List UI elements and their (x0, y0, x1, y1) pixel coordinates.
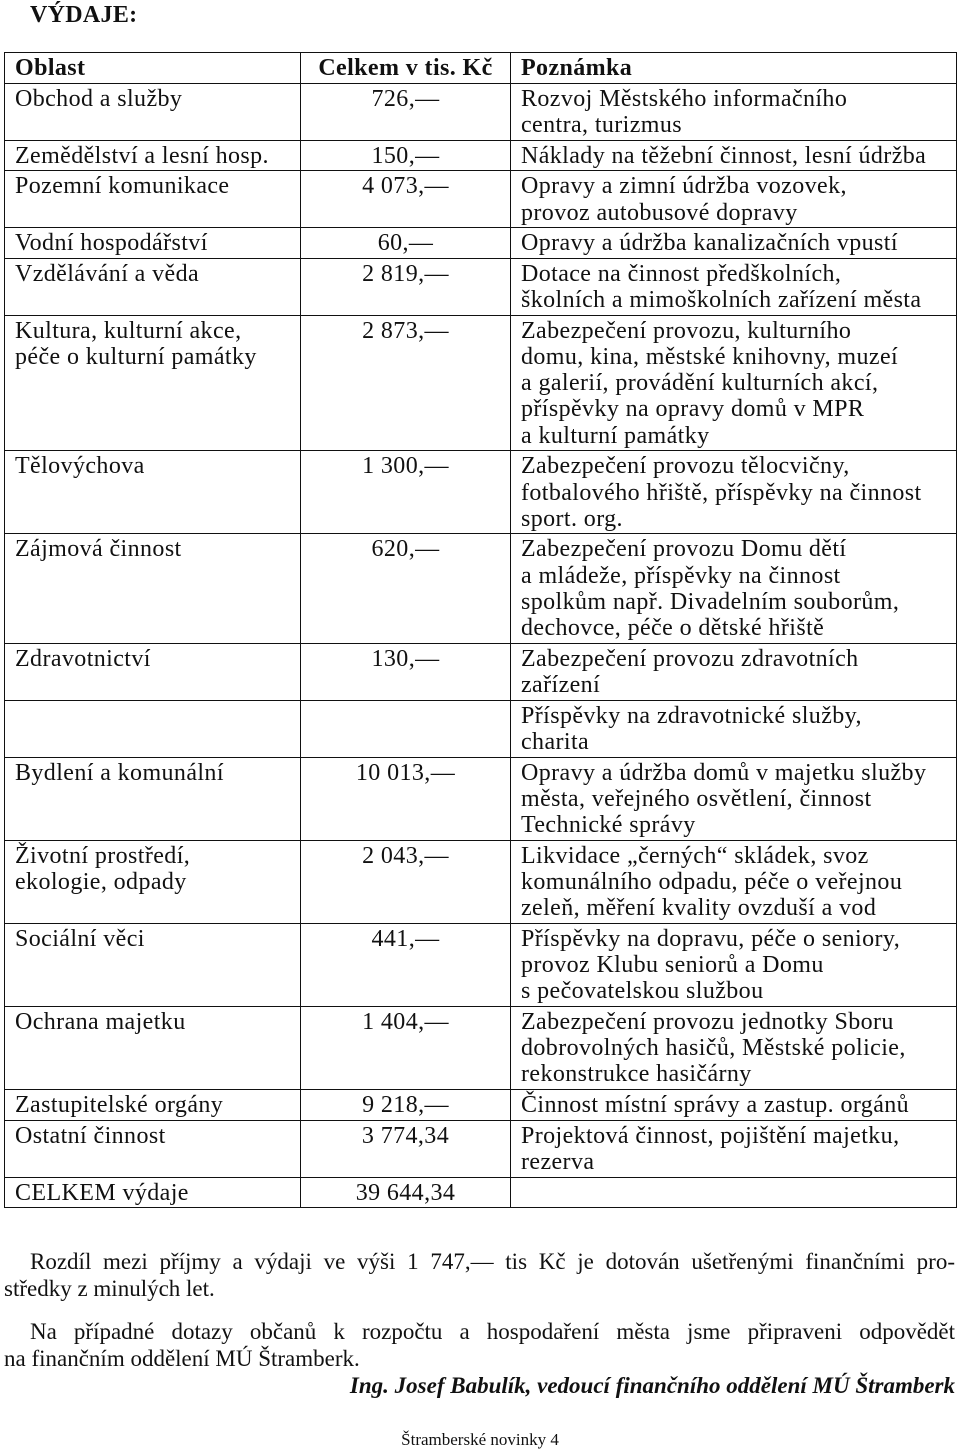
table-row (5, 757, 957, 840)
amount-cell: 620,— (301, 534, 511, 643)
table-row (5, 451, 957, 534)
section-title: VÝDAJE: (30, 2, 138, 28)
expenditure-table (4, 52, 957, 1208)
table-row (5, 700, 957, 757)
note-line: na finančním oddělení MÚ Štramberk. (4, 1345, 360, 1371)
amount-cell: 726,— (301, 83, 511, 140)
balance-note (4, 1249, 955, 1302)
note-cell: Zabezpečení provozu jednotky Sboru dobrovolných hasičů, Městské policie, rekonstrukce hasičárny (511, 1006, 957, 1089)
table-row (5, 643, 957, 700)
note-cell-empty (511, 1177, 957, 1208)
area-cell: Vodní hospodářství (5, 228, 301, 259)
note-cell: Činnost místní správy a zastup. orgánů (511, 1090, 957, 1121)
area-cell: Pozemní komunikace (5, 171, 301, 228)
amount-cell-empty (301, 700, 511, 757)
area-cell: Zájmová činnost (5, 534, 301, 643)
total-row (5, 1177, 957, 1208)
page-footer: Štramberské novinky 4 (401, 1430, 559, 1449)
amount-cell: 130,— (301, 643, 511, 700)
area-cell: Sociální věci (5, 923, 301, 1006)
note-cell: Zabezpečení provozu Domu dětí a mládeže, příspěvky na činnost spolkům např. Divadelním souborům, dechovce, péče o dětské hřiště (511, 534, 957, 643)
area-cell: Ostatní činnost (5, 1120, 301, 1177)
note-cell: Rozvoj Městského informačního centra, turizmus (511, 83, 957, 140)
note-cell: Zabezpečení provozu tělocvičny, fotbalového hřiště, příspěvky na činnost sport. org. (511, 451, 957, 534)
header-note: Poznámka (511, 53, 957, 84)
area-cell: Tělovýchova (5, 451, 301, 534)
amount-cell: 1 300,— (301, 451, 511, 534)
amount-cell: 2 873,— (301, 315, 511, 451)
table-row (5, 534, 957, 643)
header-area: Oblast (5, 53, 301, 84)
signature: Ing. Josef Babulík, vedoucí finančního oddělení MÚ Štramberk (349, 1373, 955, 1398)
table-row (5, 228, 957, 259)
area-cell: Bydlení a komunální (5, 757, 301, 840)
table-row (5, 1006, 957, 1089)
area-cell: Zastupitelské orgány (5, 1090, 301, 1121)
note-cell: Příspěvky na zdravotnické služby, charita (511, 700, 957, 757)
note-cell: Likvidace „černých“ skládek, svoz komunálního odpadu, péče o veřejnou zeleň, měření kvality ovzduší a vod (511, 840, 957, 923)
note-cell: Dotace na činnost předškolních, školních a mimoškolních zařízení města (511, 258, 957, 315)
table-row (5, 140, 957, 171)
area-cell: Vzdělávání a věda (5, 258, 301, 315)
amount-cell: 2 819,— (301, 258, 511, 315)
area-cell: Obchod a služby (5, 83, 301, 140)
area-cell: Zemědělství a lesní hosp. (5, 140, 301, 171)
amount-cell: 1 404,— (301, 1006, 511, 1089)
note-line: středky z minulých let. (4, 1275, 215, 1301)
header-amount: Celkem v tis. Kč (301, 53, 511, 84)
table-row (5, 315, 957, 451)
total-amount-cell: 39 644,34 (301, 1177, 511, 1208)
table-row (5, 83, 957, 140)
table-row (5, 1120, 957, 1177)
amount-cell: 3 774,34 (301, 1120, 511, 1177)
table-row (5, 923, 957, 1006)
note-cell: Projektová činnost, pojištění majetku, rezerva (511, 1120, 957, 1177)
amount-cell: 4 073,— (301, 171, 511, 228)
area-cell: Kultura, kulturní akce, péče o kulturní památky (5, 315, 301, 451)
area-cell: Ochrana majetku (5, 1006, 301, 1089)
note-cell: Opravy a údržba domů v majetku služby města, veřejného osvětlení, činnost Technické správy (511, 757, 957, 840)
note-cell: Zabezpečení provozu, kulturního domu, kina, městské knihovny, muzeí a galerií, provádění kulturních akcí, příspěvky na opravy domů v MPR a kulturní památky (511, 315, 957, 451)
note-cell: Náklady na těžební činnost, lesní údržba (511, 140, 957, 171)
area-cell: Životní prostředí, ekologie, odpady (5, 840, 301, 923)
amount-cell: 441,— (301, 923, 511, 1006)
note-cell: Příspěvky na dopravu, péče o seniory, provoz Klubu seniorů a Domu s pečovatelskou službou (511, 923, 957, 1006)
table-header-row (5, 53, 957, 84)
note-cell: Opravy a zimní údržba vozovek, provoz autobusové dopravy (511, 171, 957, 228)
amount-cell: 2 043,— (301, 840, 511, 923)
amount-cell: 10 013,— (301, 757, 511, 840)
amount-cell: 150,— (301, 140, 511, 171)
table-row (5, 258, 957, 315)
area-cell-empty (5, 700, 301, 757)
note-line: Na případné dotazy občanů k rozpočtu a hospodaření města jsme připraveni odpovědět (30, 1319, 955, 1344)
note-line: Rozdíl mezi příjmy a výdaji ve výši 1 747,— tis Kč je dotován ušetřenými finančními pro- (30, 1249, 955, 1274)
note-cell: Opravy a údržba kanalizačních vpustí (511, 228, 957, 259)
table-row (5, 171, 957, 228)
total-label-cell: CELKEM výdaje (5, 1177, 301, 1208)
area-cell: Zdravotnictví (5, 643, 301, 700)
note-cell: Zabezpečení provozu zdravotních zařízení (511, 643, 957, 700)
table-row (5, 1090, 957, 1121)
contact-note (4, 1319, 955, 1372)
table-row (5, 840, 957, 923)
amount-cell: 60,— (301, 228, 511, 259)
amount-cell: 9 218,— (301, 1090, 511, 1121)
